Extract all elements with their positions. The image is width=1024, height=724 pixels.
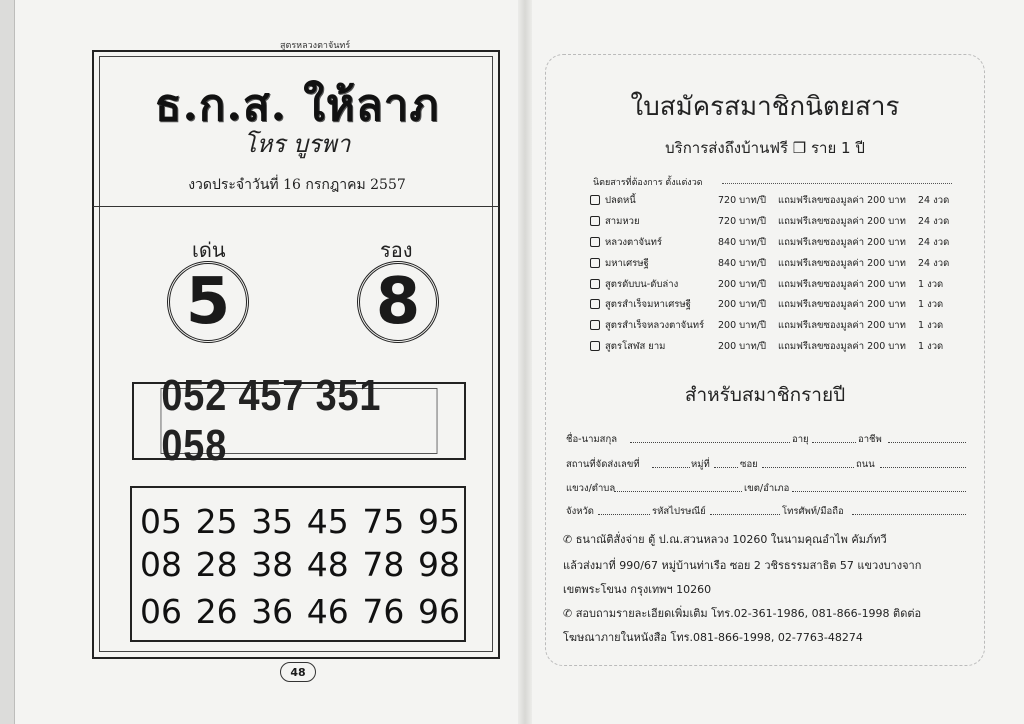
main-numbers: 052 457 351 058 xyxy=(161,388,438,454)
draw-date: งวดประจำวันที่ 16 กรกฎาคม 2557 xyxy=(188,177,406,193)
contact-info: ✆ สอบถามรายละเอียดเพิ่มเติม โทร.02-361-1986, 081-866-1998 ติดต่อ xyxy=(563,607,922,620)
age-input[interactable] xyxy=(812,442,856,443)
subdistrict-input[interactable] xyxy=(614,491,742,492)
magazine-gift: แถมฟรีเลขซองมูลค่า 200 บาท xyxy=(778,341,906,352)
road-input[interactable] xyxy=(880,467,966,468)
grid-number: 36 xyxy=(251,592,294,631)
number-grid-row xyxy=(140,502,460,541)
author-name: โหร บูรพา xyxy=(243,130,351,158)
grid-number: 48 xyxy=(306,545,349,584)
magazine-name: สามหวย xyxy=(605,216,640,227)
magazine-issues: 1 งวด xyxy=(918,320,944,331)
postcode-label: รหัสไปรษณีย์ xyxy=(652,506,706,517)
grid-number: 05 xyxy=(140,502,182,541)
checkbox-icon[interactable] xyxy=(590,237,600,247)
magazine-row xyxy=(590,277,960,295)
moo-input[interactable] xyxy=(714,467,738,468)
grid-number: 26 xyxy=(195,592,238,631)
grid-number: 06 xyxy=(140,592,182,631)
checkbox-icon[interactable] xyxy=(590,279,600,289)
magazine-row xyxy=(590,297,960,315)
grid-number: 75 xyxy=(362,502,405,541)
mailing-address-cont: เขตพระโขนง กรุงเทพฯ 10260 xyxy=(563,583,712,596)
magazine-issues: 24 งวด xyxy=(918,216,950,227)
magazine-price: 840 บาท/ปี xyxy=(718,237,767,248)
magazine-price: 200 บาท/ปี xyxy=(718,320,767,331)
magazine-issues: 1 งวด xyxy=(918,299,944,310)
grid-number: 98 xyxy=(417,545,460,584)
phone-input[interactable] xyxy=(852,514,966,515)
magazine-issues: 1 งวด xyxy=(918,341,944,352)
phone-label: โทรศัพท์/มือถือ xyxy=(782,506,844,517)
occupation-label: อาชีพ xyxy=(858,434,882,445)
magazine-name: หลวงตาจันทร์ xyxy=(605,237,662,248)
magazine-gift: แถมฟรีเลขซองมูลค่า 200 บาท xyxy=(778,216,906,227)
grid-number: 46 xyxy=(306,592,349,631)
soi-input[interactable] xyxy=(762,467,854,468)
checkbox-icon[interactable] xyxy=(590,341,600,351)
magazine-row xyxy=(590,193,960,211)
magazine-name: สูตรโสฬส ยาม xyxy=(605,341,666,352)
magazine-price: 840 บาท/ปี xyxy=(718,258,767,269)
address-input[interactable] xyxy=(652,467,690,468)
form-title: ใบสมัครสมาชิกนิตยสาร xyxy=(630,92,900,122)
magazine-issues: 1 งวด xyxy=(918,279,944,290)
checkbox-icon[interactable] xyxy=(590,258,600,268)
magazine-gift: แถมฟรีเลขซองมูลค่า 200 บาท xyxy=(778,320,906,331)
magazine-name: มหาเศรษฐี xyxy=(605,258,649,269)
magazine-name: สูตรดับบน-ดับล่าง xyxy=(605,279,679,290)
postcode-input[interactable] xyxy=(710,514,780,515)
province-label: จังหวัด xyxy=(566,506,594,517)
mailing-address: แล้วส่งมาที่ 990/67 หมู่บ้านท่าเรือ ซอย 2 วชิรธรรมสาธิต 57 แขวงบางจาก xyxy=(563,559,922,572)
magazine-issues: 24 งวด xyxy=(918,237,950,248)
magazine-row xyxy=(590,256,960,274)
number-grid-row xyxy=(140,545,460,584)
required-issue-label: นิตยสารที่ต้องการ ตั้งแต่งวด xyxy=(593,178,703,188)
section-divider xyxy=(93,206,499,207)
advertising-contact: โฆษณาภายในหนังสือ โทร.081-866-1998, 02-7763-48274 xyxy=(563,631,863,644)
magazine-price: 200 บาท/ปี xyxy=(718,299,767,310)
grid-number: 78 xyxy=(362,545,405,584)
lead-digit-circle: 5 xyxy=(167,261,249,343)
grid-number: 76 xyxy=(362,592,405,631)
page-number: 48 xyxy=(280,662,316,682)
running-header: สูตรหลวงตาจันทร์ xyxy=(280,41,351,51)
number-grid-row xyxy=(140,592,460,631)
name-label: ชื่อ-นามสกุล xyxy=(566,434,618,445)
magazine-gift: แถมฟรีเลขซองมูลค่า 200 บาท xyxy=(778,258,906,269)
magazine-gift: แถมฟรีเลขซองมูลค่า 200 บาท xyxy=(778,299,906,310)
magazine-name: สูตรสำเร็จมหาเศรษฐี xyxy=(605,299,691,310)
magazine-row xyxy=(590,235,960,253)
payment-instruction: ✆ ธนาณัติสั่งจ่าย ตู้ ป.ณ.สวนหลวง 10260 ในนามคุณอำไพ คัมภ์ทวี xyxy=(563,533,887,546)
lead-digit-label: เด่น xyxy=(192,238,226,262)
second-digit-circle: 8 xyxy=(357,261,439,343)
magazine-price: 200 บาท/ปี xyxy=(718,279,767,290)
district-input[interactable] xyxy=(792,491,966,492)
address-label: สถานที่จัดส่งเลขที่ xyxy=(566,459,640,470)
magazine-name: สูตรสำเร็จหลวงตาจันทร์ xyxy=(605,320,705,331)
magazine-row xyxy=(590,339,960,357)
magazine-gift: แถมฟรีเลขซองมูลค่า 200 บาท xyxy=(778,195,906,206)
grid-number: 45 xyxy=(306,502,349,541)
checkbox-icon[interactable] xyxy=(590,216,600,226)
magazine-gift: แถมฟรีเลขซองมูลค่า 200 บาท xyxy=(778,237,906,248)
grid-number: 28 xyxy=(195,545,238,584)
checkbox-icon[interactable] xyxy=(590,195,600,205)
magazine-row xyxy=(590,318,960,336)
magazine-name: ปลดหนี้ xyxy=(605,195,636,206)
magazine-price: 200 บาท/ปี xyxy=(718,341,767,352)
scan-left-edge xyxy=(0,0,15,724)
magazine-price: 720 บาท/ปี xyxy=(718,195,767,206)
soi-label: ซอย xyxy=(740,459,758,470)
magazine-price: 720 บาท/ปี xyxy=(718,216,767,227)
grid-number: 25 xyxy=(195,502,238,541)
second-digit-label: รอง xyxy=(380,238,413,262)
age-label: อายุ xyxy=(792,434,809,445)
annual-member-title: สำหรับสมาชิกรายปี xyxy=(684,384,846,406)
magazine-issues: 24 งวด xyxy=(918,195,950,206)
occupation-input[interactable] xyxy=(888,442,966,443)
name-input[interactable] xyxy=(630,442,790,443)
required-issue-field[interactable] xyxy=(722,183,952,184)
page-title: ธ.ก.ส. ให้ลาภ xyxy=(154,80,440,131)
moo-label: หมู่ที่ xyxy=(691,459,710,470)
grid-number: 35 xyxy=(251,502,294,541)
district-label: เขต/อำเภอ xyxy=(744,483,790,494)
book-gutter xyxy=(518,0,532,724)
magazine-row xyxy=(590,214,960,232)
magazine-issues: 24 งวด xyxy=(918,258,950,269)
grid-number: 96 xyxy=(417,592,460,631)
checkbox-icon[interactable] xyxy=(590,320,600,330)
delivery-option: บริการส่งถึงบ้านฟรี ❒ ราย 1 ปี xyxy=(665,139,865,157)
grid-number: 95 xyxy=(417,502,460,541)
subdistrict-label: แขวง/ตำบล xyxy=(566,483,616,494)
road-label: ถนน xyxy=(856,459,875,470)
magazine-gift: แถมฟรีเลขซองมูลค่า 200 บาท xyxy=(778,279,906,290)
province-input[interactable] xyxy=(598,514,650,515)
grid-number: 38 xyxy=(251,545,294,584)
grid-number: 08 xyxy=(140,545,182,584)
checkbox-icon[interactable] xyxy=(590,299,600,309)
